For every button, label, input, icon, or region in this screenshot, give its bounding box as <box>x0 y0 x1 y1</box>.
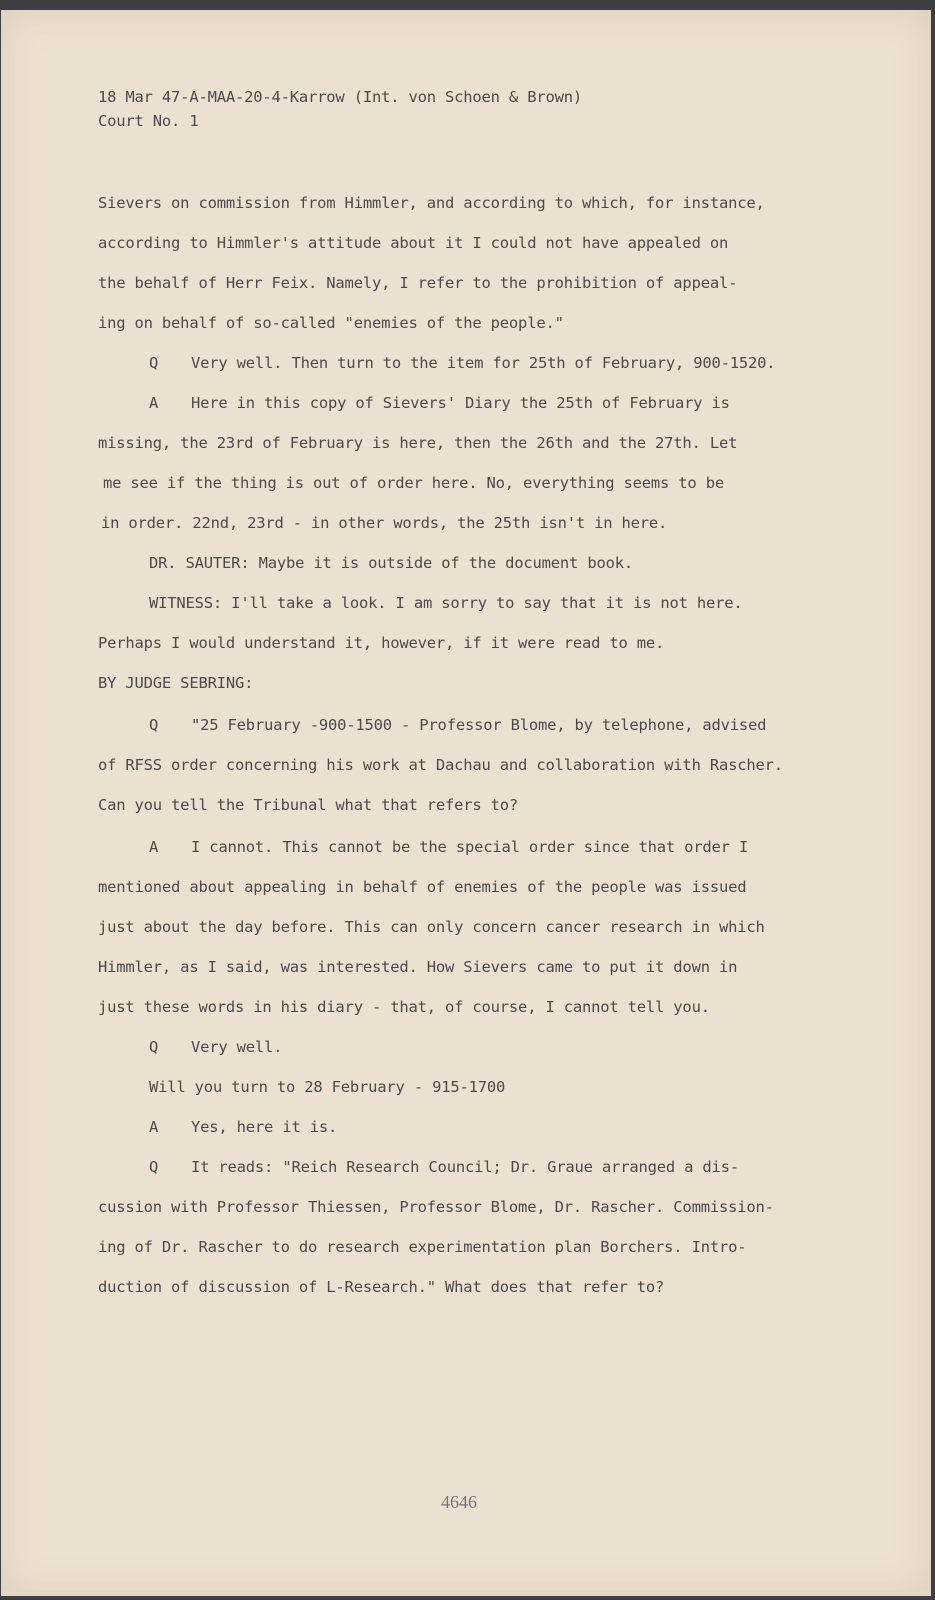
page-number: 4646 <box>441 1492 477 1512</box>
section-heading: BY JUDGE SEBRING: <box>98 674 254 692</box>
transcript-line: WITNESS: I'll take a look. I am sorry to say that it is not here. <box>149 594 743 612</box>
speaker-label: Q <box>149 354 159 372</box>
header-case-line: 18 Mar 47-A-MAA-20-4-Karrow (Int. von Schoen & Brown) <box>98 88 582 106</box>
transcript-line: just these words in his diary - that, of course, I cannot tell you. <box>98 998 710 1016</box>
transcript-line: missing, the 23rd of February is here, then the 26th and the 27th. Let <box>98 434 738 452</box>
transcript-line: Q "25 February -900-1500 - Professor Blome, by telephone, advised <box>149 716 767 734</box>
transcript-line: in order. 22nd, 23rd - in other words, the 25th isn't in here. <box>101 514 668 532</box>
transcript-line: Can you tell the Tribunal what that refers to? <box>98 796 519 814</box>
transcript-line: A Yes, here it is. <box>149 1118 338 1136</box>
header-court-line: Court No. 1 <box>98 112 199 130</box>
transcript-line: Will you turn to 28 February - 915-1700 <box>149 1078 506 1096</box>
document-page <box>1 10 931 1596</box>
transcript-line: duction of discussion of L-Research." What does that refer to? <box>98 1278 665 1296</box>
transcript-line: Q It reads: "Reich Research Council; Dr. Graue arranged a dis- <box>149 1158 739 1176</box>
transcript-line: Himmler, as I said, was interested. How Sievers came to put it down in <box>98 958 738 976</box>
transcript-line: the behalf of Herr Feix. Namely, I refer to the prohibition of appeal- <box>98 274 738 292</box>
transcript-line: DR. SAUTER: Maybe it is outside of the document book. <box>149 554 633 572</box>
transcript-line: Q Very well. <box>149 1038 283 1056</box>
transcript-line: Q Very well. Then turn to the item for 25th of February, 900-1520. <box>149 354 776 372</box>
speaker-label: Q <box>149 716 159 734</box>
page-edge <box>1 1590 931 1596</box>
speaker-label: A <box>149 1118 159 1136</box>
transcript-line: Sievers on commission from Himmler, and according to which, for instance, <box>98 194 765 212</box>
transcript-line: cussion with Professor Thiessen, Professor Blome, Dr. Rascher. Commission- <box>98 1198 774 1216</box>
transcript-line: just about the day before. This can only concern cancer research in which <box>98 918 765 936</box>
transcript-line: mentioned about appealing in behalf of enemies of the people was issued <box>98 878 747 896</box>
speaker-label: A <box>149 838 159 856</box>
transcript-line: according to Himmler's attitude about it I could not have appealed on <box>98 234 729 252</box>
transcript-line: Perhaps I would understand it, however, if it were read to me. <box>98 634 665 652</box>
transcript-line: me see if the thing is out of order here. No, everything seems to be <box>103 474 724 492</box>
transcript-line: ing on behalf of so-called "enemies of the people." <box>98 314 564 332</box>
transcript-line: A Here in this copy of Sievers' Diary the 25th of February is <box>149 394 730 412</box>
speaker-label: A <box>149 394 159 412</box>
speaker-label: Q <box>149 1038 159 1056</box>
document-header <box>98 85 582 133</box>
transcript-line: ing of Dr. Rascher to do research experimentation plan Borchers. Intro- <box>98 1238 747 1256</box>
transcript-line: A I cannot. This cannot be the special order since that order I <box>149 838 749 856</box>
transcript-line: of RFSS order concerning his work at Dachau and collaboration with Rascher. <box>98 756 783 774</box>
speaker-label: Q <box>149 1158 159 1176</box>
